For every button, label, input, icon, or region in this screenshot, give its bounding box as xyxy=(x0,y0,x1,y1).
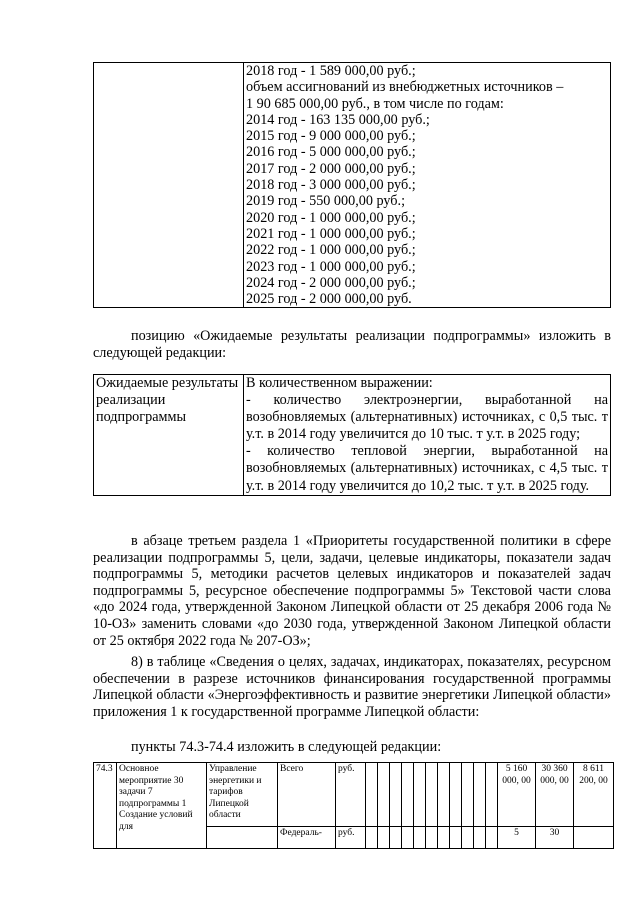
funding-line: 2019 год - 550 000,00 руб.; xyxy=(246,193,406,210)
funding-line: объем ассигнований из внебюджетных источников – xyxy=(246,79,564,96)
empty-cell xyxy=(414,827,426,849)
funding-line: 2020 год - 1 000 000,00 руб.; xyxy=(246,209,416,226)
empty-cell xyxy=(402,827,414,849)
empty-cell xyxy=(414,763,426,827)
empty-cell xyxy=(402,763,414,827)
empty-cell xyxy=(366,827,378,849)
empty-cell xyxy=(438,763,450,827)
points-table xyxy=(93,762,614,849)
empty-cell xyxy=(450,763,462,827)
empty-cell xyxy=(486,763,498,827)
paragraph-position-results: позицию «Ожидаемые результаты реализации подпрограммы» изложить в следующей редакции: xyxy=(93,328,611,361)
results-item: - количество электроэнергии, выработанной на возобновляемых (альтернативных) источниках, с 0,5 тыс. т у.т. в 2014 году увеличится до 10 тыс. т у.т. в 2025 году; xyxy=(246,392,608,443)
empty-cell xyxy=(462,827,474,849)
empty-cell xyxy=(462,763,474,827)
funding-line: 2023 год - 1 000 000,00 руб.; xyxy=(246,258,416,275)
point-number: 74.3 xyxy=(94,763,117,849)
funding-table xyxy=(93,62,611,308)
funding-line: 2021 год - 1 000 000,00 руб.; xyxy=(246,225,416,242)
empty-cell xyxy=(438,827,450,849)
point-value: 30 xyxy=(536,827,574,849)
results-item: - количество тепловой энергии, выработанной на возобновляемых (альтернативных) источниках, с 4,5 тыс. т у.т. в 2014 году увеличится до 10,2 тыс. т у.т. в 2025 году. xyxy=(246,443,608,494)
funding-line: 2022 год - 1 000 000,00 руб.; xyxy=(246,242,416,259)
empty-cell xyxy=(390,763,402,827)
funding-line: 2014 год - 163 135 000,00 руб.; xyxy=(246,111,430,128)
paragraph-points: пункты 74.3-74.4 изложить в следующей редакции: xyxy=(131,739,442,755)
point-value: 5 xyxy=(498,827,536,849)
point-unit: руб. xyxy=(336,763,366,827)
point-value: 30 360 000, 00 xyxy=(536,763,574,827)
point-source-federal: Федераль- xyxy=(278,827,336,849)
empty-cell xyxy=(474,827,486,849)
empty-cell xyxy=(390,827,402,849)
empty-cell xyxy=(426,763,438,827)
empty-cell xyxy=(378,827,390,849)
funding-line: 2018 год - 1 589 000,00 руб.; xyxy=(246,63,416,79)
results-label: Ожидаемые результаты реализации подпрограммы xyxy=(94,375,244,496)
point-value: 8 611 200, 00 xyxy=(574,763,614,827)
results-table xyxy=(93,374,611,496)
point-source-total: Всего xyxy=(278,763,336,827)
funding-line: 2018 год - 3 000 000,00 руб.; xyxy=(246,177,416,194)
funding-line: 2017 год - 2 000 000,00 руб.; xyxy=(246,160,416,177)
empty-cell xyxy=(474,763,486,827)
funding-line: 2024 год - 2 000 000,00 руб.; xyxy=(246,274,416,291)
empty-cell xyxy=(378,763,390,827)
results-content xyxy=(244,375,611,496)
point-unit: руб. xyxy=(336,827,366,849)
results-intro: В количественном выражении: xyxy=(246,375,433,391)
funding-line: 1 90 685 000,00 руб., в том числе по годам: xyxy=(246,95,504,112)
paragraph-item-8: 8) в таблице «Сведения о целях, задачах, индикаторах, показателях, ресурсном обеспечении в разрезе источников финансирования государственной программы Липецкой области «Энергоэффективность и развитие энергетики Липецкой области» приложения 1 к государственной программе Липецкой области: xyxy=(93,654,611,720)
point-value: 5 160 000, 00 xyxy=(498,763,536,827)
funding-table-empty-cell xyxy=(94,63,244,308)
point-executor: Управление энергетики и тарифов Липецкой области xyxy=(207,763,278,827)
point-name: Основное мероприятие 30 задачи 7 подпрограммы 1 Создание условий для xyxy=(117,763,207,849)
paragraph-section-1: в абзаце третьем раздела 1 «Приоритеты государственной политики в сфере реализации подпрограммы 5, цели, задачи, целевые индикаторы, показатели задач подпрограммы 5, методики расчетов целевых индикаторов и показателей задач подпрограммы 5, ресурсное обеспечение подпрограммы 5» Текстовой части слова «до 2024 года, утвержденной Законом Липецкой области от 25 декабря 2006 года № 10-ОЗ» заменить словами «до 2030 года, утвержденной Законом Липецкой области от 25 октября 2022 года № 207-ОЗ»; xyxy=(93,533,611,649)
funding-lines-cell xyxy=(244,63,611,308)
funding-line: 2025 год - 2 000 000,00 руб. xyxy=(246,291,412,308)
empty-cell xyxy=(366,763,378,827)
empty-cell xyxy=(486,827,498,849)
empty-cell xyxy=(450,827,462,849)
empty-cell xyxy=(207,827,278,849)
empty-cell xyxy=(426,827,438,849)
funding-line: 2015 год - 9 000 000,00 руб.; xyxy=(246,128,416,145)
empty-cell xyxy=(574,827,614,849)
funding-line: 2016 год - 5 000 000,00 руб.; xyxy=(246,144,416,161)
